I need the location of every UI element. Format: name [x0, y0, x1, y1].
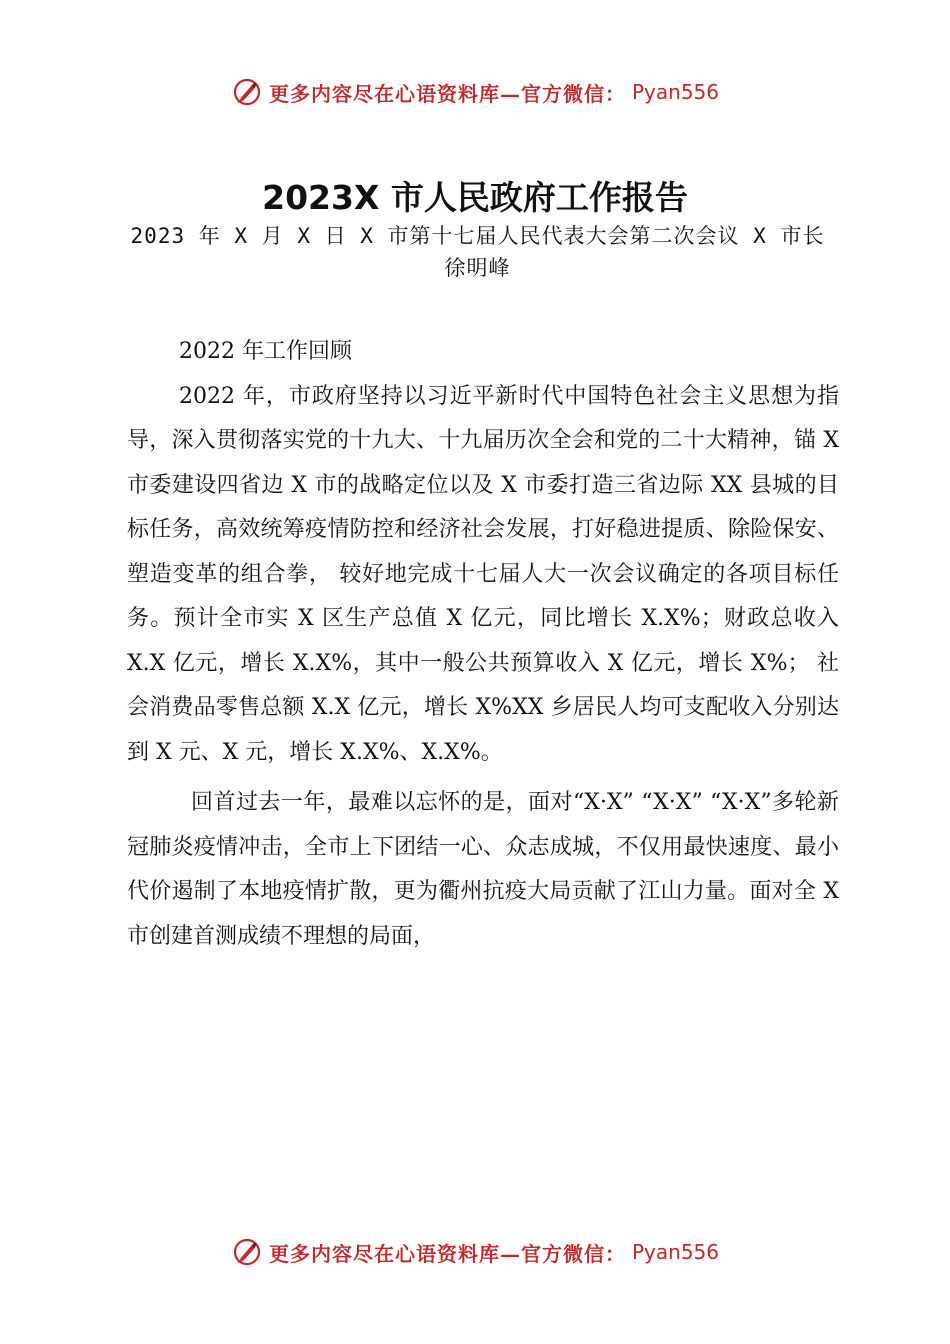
pen-logo-icon	[231, 1236, 263, 1268]
pen-logo-icon	[231, 76, 263, 108]
body-paragraph: 回首过去一年，最难以忘怀的是，面对“X·X” “X·X” “X·X”多轮新冠肺炎疫情冲击，全市上下团结一心、众志成城，不仅用最快速度、最小代价遏制了本地疫情扩散，更为衢州抗疫大局贡献了江山力量。面对全 X 市创建首测成绩不理想的局面，	[127, 790, 839, 949]
watermark-text: 更多内容尽在心语资料库—官方微信：	[268, 1241, 626, 1266]
section-heading: 2022 年工作回顾	[179, 339, 352, 364]
document-title: 2023X 市人民政府工作报告	[262, 178, 688, 217]
footer-watermark	[0, 1232, 950, 1272]
header-watermark	[0, 72, 950, 112]
watermark-wechat-id: Pyan556	[631, 1240, 719, 1264]
document-subtitle: 2023 年 X 月 X 日 X 市第十七届人民代表大会第二次会议 X 市长徐明峰	[130, 224, 825, 280]
watermark-wechat-id: Pyan556	[631, 80, 719, 104]
body-paragraph: 2022 年，市政府坚持以习近平新时代中国特色社会主义思想为指导，深入贯彻落实党的十九大、十九届历次全会和党的二十大精神，锚 X 市委建设四省边 X 市的战略定位以及 X 市委打造三省边际 XX 县城的目标任务，高效统筹疫情防控和经济社会发展，打好稳进提质、除险保安、塑造变革的组合拳， 较好地完成十七届人大一次会议确定的各项目标任务。预计全市实 X 区生产总值 X 亿元，同比增长 X.X%；财政总收入 X.X 亿元，增长 X.X%，其中一般公共预算收入 X 亿元，增长 X%； 社会消费品零售总额 X.X 亿元，增长 X%XX 乡居民人均可支配收入分别达到 X 元、X 元，增长 X.X%、X.X%。	[127, 383, 839, 765]
watermark-text: 更多内容尽在心语资料库—官方微信：	[268, 81, 626, 106]
document-body	[127, 330, 839, 959]
